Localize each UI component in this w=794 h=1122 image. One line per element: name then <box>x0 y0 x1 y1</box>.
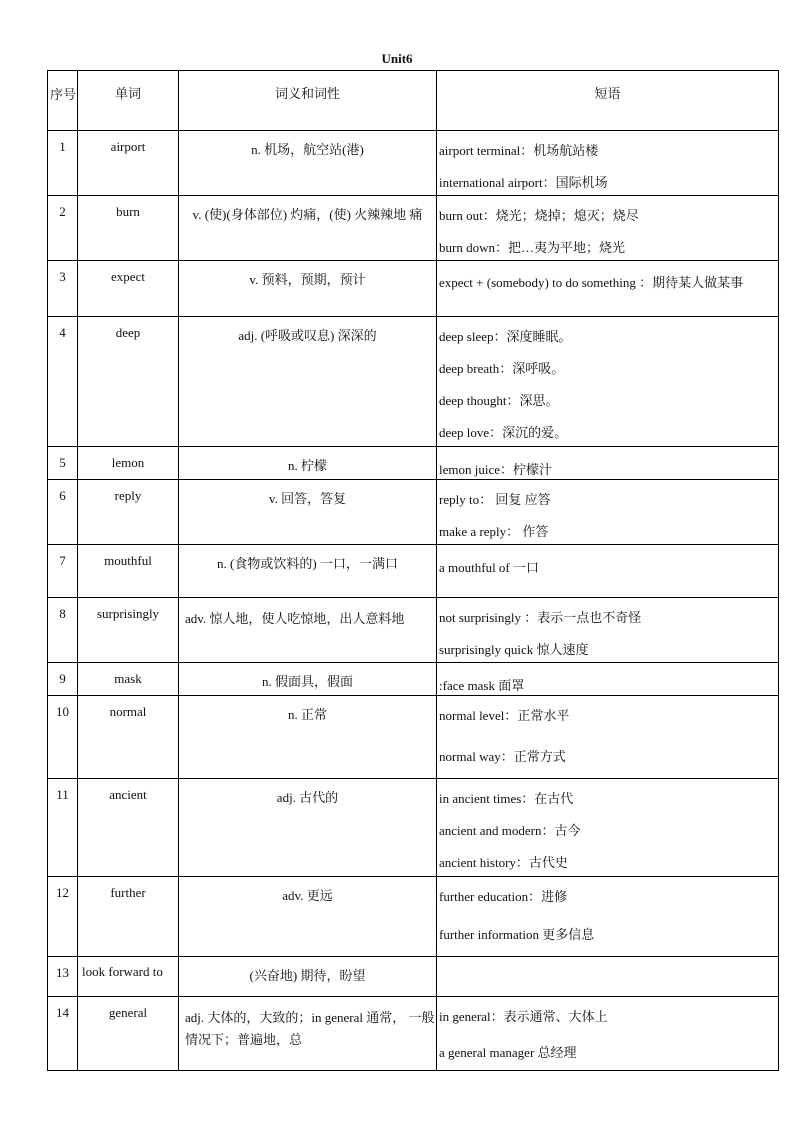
page-title: Unit6 <box>381 51 413 66</box>
row-definition: (兴奋地) 期待，盼望 <box>179 957 437 997</box>
header-number: 序号 <box>48 71 78 131</box>
phrase: a general manager 总经理 <box>439 1045 577 1060</box>
phrase: burn down：把…夷为平地；烧光 <box>439 240 625 255</box>
phrase: not surprisingly ：表示一点也不奇怪 <box>439 610 642 625</box>
row-number: 6 <box>48 480 78 545</box>
table-row <box>48 261 779 317</box>
phrase: deep sleep：深度睡眠。 <box>439 329 572 344</box>
row-word: expect <box>78 261 179 317</box>
row-definition: adj. (呼吸或叹息) 深深的 <box>179 317 437 447</box>
table-row <box>48 696 779 779</box>
row-phrases <box>437 131 779 196</box>
phrase: deep love：深沉的爱。 <box>439 425 568 440</box>
row-number: 14 <box>48 997 78 1071</box>
phrase: surprisingly quick 惊人速度 <box>439 642 589 657</box>
row-number: 1 <box>48 131 78 196</box>
table-row <box>48 663 779 696</box>
row-word: mask <box>78 663 179 696</box>
table-row <box>48 317 779 447</box>
header-word: 单词 <box>78 71 179 131</box>
row-phrases <box>437 997 779 1071</box>
phrase: further education：进修 <box>439 889 568 904</box>
phrase: normal level：正常水平 <box>439 708 570 723</box>
row-word: deep <box>78 317 179 447</box>
phrase: :face mask 面罩 <box>439 678 525 693</box>
row-word: general <box>78 997 179 1071</box>
table-row <box>48 131 779 196</box>
table-row <box>48 957 779 997</box>
row-number: 4 <box>48 317 78 447</box>
row-number: 2 <box>48 196 78 261</box>
phrase: reply to： 回复 应答 <box>439 492 551 507</box>
row-number: 11 <box>48 779 78 877</box>
phrase: in general：表示通常、大体上 <box>439 1009 608 1024</box>
table-row <box>48 545 779 598</box>
phrase: expect + (somebody) to do something ：期待某人做某事 <box>439 275 744 290</box>
row-number: 7 <box>48 545 78 598</box>
phrase: deep breath：深呼吸。 <box>439 361 565 376</box>
row-number: 3 <box>48 261 78 317</box>
row-word: ancient <box>78 779 179 877</box>
row-definition: v. 回答，答复 <box>179 480 437 545</box>
table-row <box>48 196 779 261</box>
row-word: further <box>78 877 179 957</box>
phrase: normal way：正常方式 <box>439 749 566 764</box>
table-row <box>48 997 779 1071</box>
table-header-row <box>48 71 779 131</box>
row-phrases <box>437 480 779 545</box>
row-word: airport <box>78 131 179 196</box>
phrase: a mouthful of 一口 <box>439 560 540 575</box>
header-definition: 词义和词性 <box>179 71 437 131</box>
row-definition: v. (使)(身体部位) 灼痛，(使) 火辣辣地 痛 <box>179 196 437 261</box>
row-word: reply <box>78 480 179 545</box>
row-definition: adj. 大体的，大致的；in general 通常， 一般情况下；普遍地，总 <box>179 997 437 1071</box>
table-row <box>48 779 779 877</box>
row-number: 9 <box>48 663 78 696</box>
row-definition: n. 机场，航空站(港) <box>179 131 437 196</box>
row-definition: n. (食物或饮料的) 一口，一满口 <box>179 545 437 598</box>
row-definition: n. 正常 <box>179 696 437 779</box>
row-definition: adv. 更远 <box>179 877 437 957</box>
phrase: further information 更多信息 <box>439 927 595 942</box>
row-definition: n. 柠檬 <box>179 447 437 480</box>
row-phrases <box>437 317 779 447</box>
row-word: normal <box>78 696 179 779</box>
phrase: make a reply： 作答 <box>439 524 549 539</box>
row-definition: n. 假面具，假面 <box>179 663 437 696</box>
phrase: in ancient times：在古代 <box>439 791 574 806</box>
phrase: ancient and modern：古今 <box>439 823 581 838</box>
phrase: lemon juice：柠檬汁 <box>439 462 553 477</box>
table-row <box>48 877 779 957</box>
row-number: 5 <box>48 447 78 480</box>
row-phrases <box>437 663 779 696</box>
row-word: burn <box>78 196 179 261</box>
row-phrases <box>437 779 779 877</box>
row-definition: adv. 惊人地，使人吃惊地，出人意料地 <box>179 598 437 663</box>
row-definition: adj. 古代的 <box>179 779 437 877</box>
row-phrases <box>437 447 779 480</box>
phrase: burn out：烧光；烧掉；熄灭；烧尽 <box>439 208 639 223</box>
row-number: 13 <box>48 957 78 997</box>
row-word: look forward to <box>78 957 179 997</box>
table-row <box>48 598 779 663</box>
row-phrases <box>437 957 779 997</box>
row-number: 12 <box>48 877 78 957</box>
table-row <box>48 447 779 480</box>
vocabulary-table <box>47 70 779 1071</box>
row-phrases <box>437 196 779 261</box>
table-row <box>48 480 779 545</box>
row-definition: v. 预料，预期，预计 <box>179 261 437 317</box>
row-word: surprisingly <box>78 598 179 663</box>
row-phrases <box>437 598 779 663</box>
phrase: airport terminal：机场航站楼 <box>439 143 599 158</box>
phrase: deep thought：深思。 <box>439 393 559 408</box>
row-number: 8 <box>48 598 78 663</box>
row-word: lemon <box>78 447 179 480</box>
row-phrases <box>437 545 779 598</box>
phrase: international airport：国际机场 <box>439 175 608 190</box>
row-number: 10 <box>48 696 78 779</box>
row-word: mouthful <box>78 545 179 598</box>
header-phrases: 短语 <box>437 71 779 131</box>
row-phrases <box>437 877 779 957</box>
row-phrases <box>437 696 779 779</box>
row-phrases <box>437 261 779 317</box>
phrase: ancient history：古代史 <box>439 855 568 870</box>
